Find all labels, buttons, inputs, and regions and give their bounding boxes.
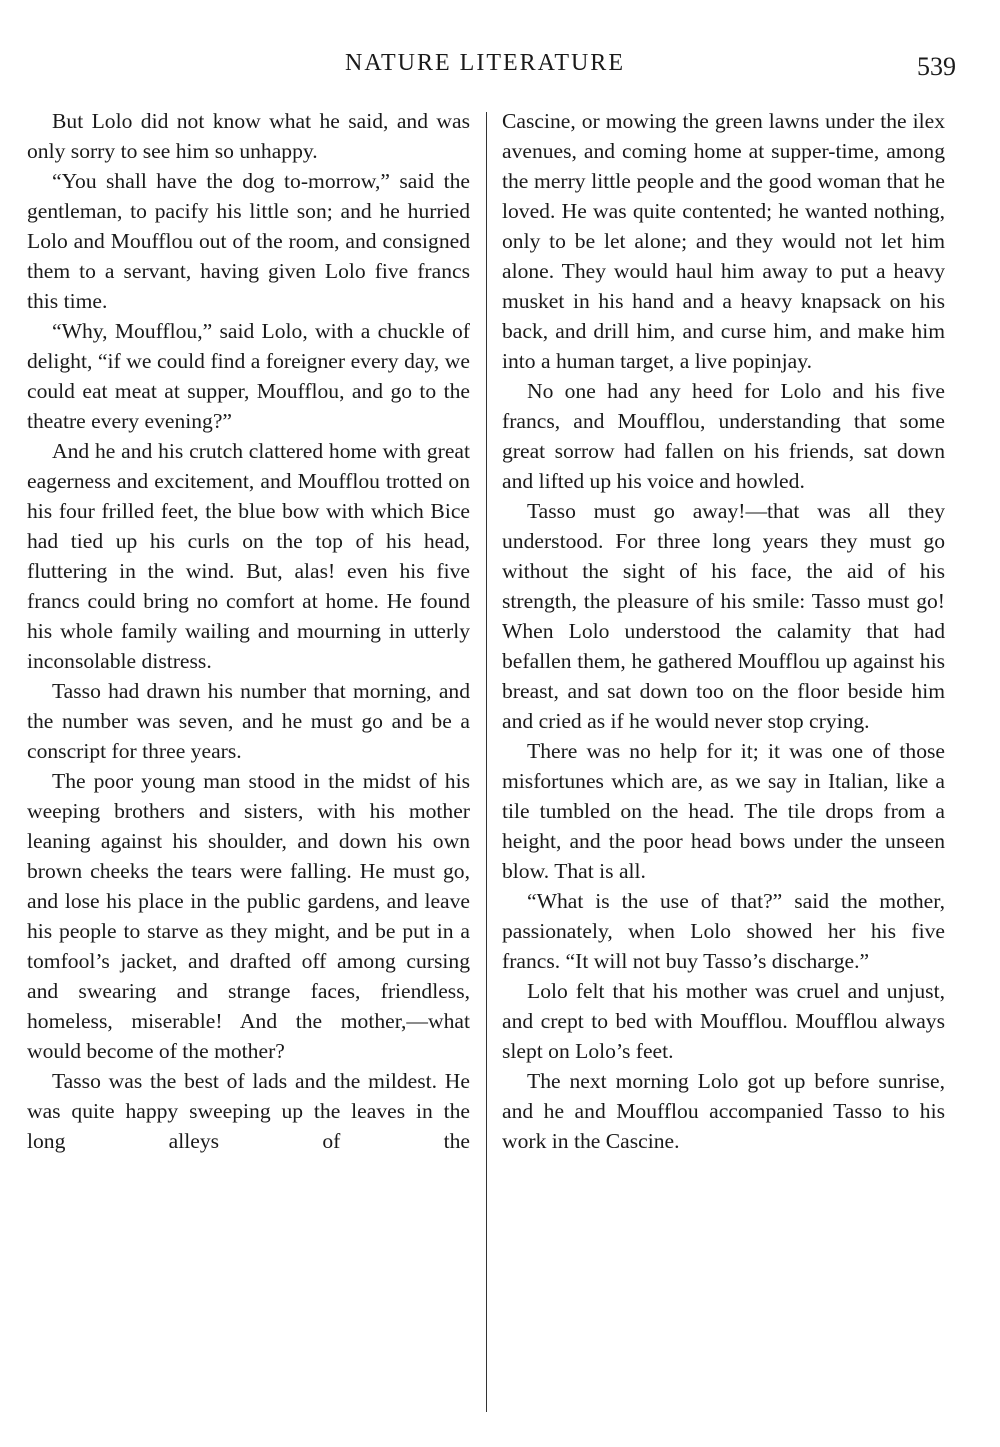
- column-divider: [486, 112, 487, 1412]
- paragraph: But Lolo did not know what he said, and was only sorry to see him so unhappy.: [27, 109, 470, 163]
- page-number: 539: [917, 52, 956, 81]
- paragraph: Cascine, or mowing the green lawns under the ilex avenues, and coming home at supper-time, among the merry little people and the good woman that he loved. He was quite contented; he wanted nothing, only to be let alone; and they would not let him alone. They would haul him away to put a heavy musket in his hand and a heavy knapsack on his back, and drill him, and curse him, and make him into a human target, a live popinjay.: [502, 109, 945, 373]
- paragraph: “You shall have the dog to-morrow,” said the gentleman, to pacify his little son; and he hurried Lolo and Moufflou out of the room, and consigned them to a servant, having given Lolo five francs this time.: [27, 169, 470, 313]
- paragraph: The next morning Lolo got up before sunrise, and he and Moufflou accompanied Tasso to his work in the Cascine.: [502, 1069, 945, 1153]
- page-header: [0, 50, 1000, 86]
- left-column: [27, 106, 470, 1156]
- paragraph: No one had any heed for Lolo and his five francs, and Moufflou, understanding that some great sorrow had fallen on his friends, sat down and lifted up his voice and howled.: [502, 379, 945, 493]
- paragraph: Tasso was the best of lads and the mildest. He was quite happy sweeping up the leaves in the long alleys of the: [27, 1069, 470, 1153]
- paragraph: There was no help for it; it was one of those misfortunes which are, as we say in Italian, like a tile tumbled on the head. The tile drops from a height, and the poor head bows under the unseen blow. That is all.: [502, 739, 945, 883]
- paragraph: Tasso must go away!—that was all they understood. For three long years they must go without the sight of his face, the aid of his strength, the pleasure of his smile: Tasso must go! When Lolo understood the calamity that had befallen them, he gathered Moufflou up against his breast, and sat down too on the floor beside him and cried as if he would never stop crying.: [502, 499, 945, 733]
- paragraph: “What is the use of that?” said the mother, passionately, when Lolo showed her his five francs. “It will not buy Tasso’s discharge.”: [502, 889, 945, 973]
- paragraph: Tasso had drawn his number that morning, and the number was seven, and he must go and be a conscript for three years.: [27, 679, 470, 763]
- running-title: NATURE LITERATURE: [345, 50, 625, 76]
- paragraph: The poor young man stood in the midst of his weeping brothers and sisters, with his mother leaning against his shoulder, and down his own brown cheeks the tears were falling. He must go, and lose his place in the public gardens, and leave his people to starve as they might, and be put in a tomfool’s jacket, and drafted off among cursing and swearing and strange faces, friendless, homeless, miserable! And the mother,—what would become of the mother?: [27, 769, 470, 1063]
- right-column: [502, 106, 945, 1156]
- paragraph: Lolo felt that his mother was cruel and unjust, and crept to bed with Moufflou. Moufflou always slept on Lolo’s feet.: [502, 979, 945, 1063]
- paragraph: And he and his crutch clattered home with great eagerness and excitement, and Moufflou trotted on his four frilled feet, the blue bow with which Bice had tied up his curls on the top of his head, fluttering in the wind. But, alas! even his five francs could bring no comfort at home. He found his whole family wailing and mourning in utterly inconsolable distress.: [27, 439, 470, 673]
- paragraph: “Why, Moufflou,” said Lolo, with a chuckle of delight, “if we could find a foreigner every day, we could eat meat at supper, Moufflou, and go to the theatre every evening?”: [27, 319, 470, 433]
